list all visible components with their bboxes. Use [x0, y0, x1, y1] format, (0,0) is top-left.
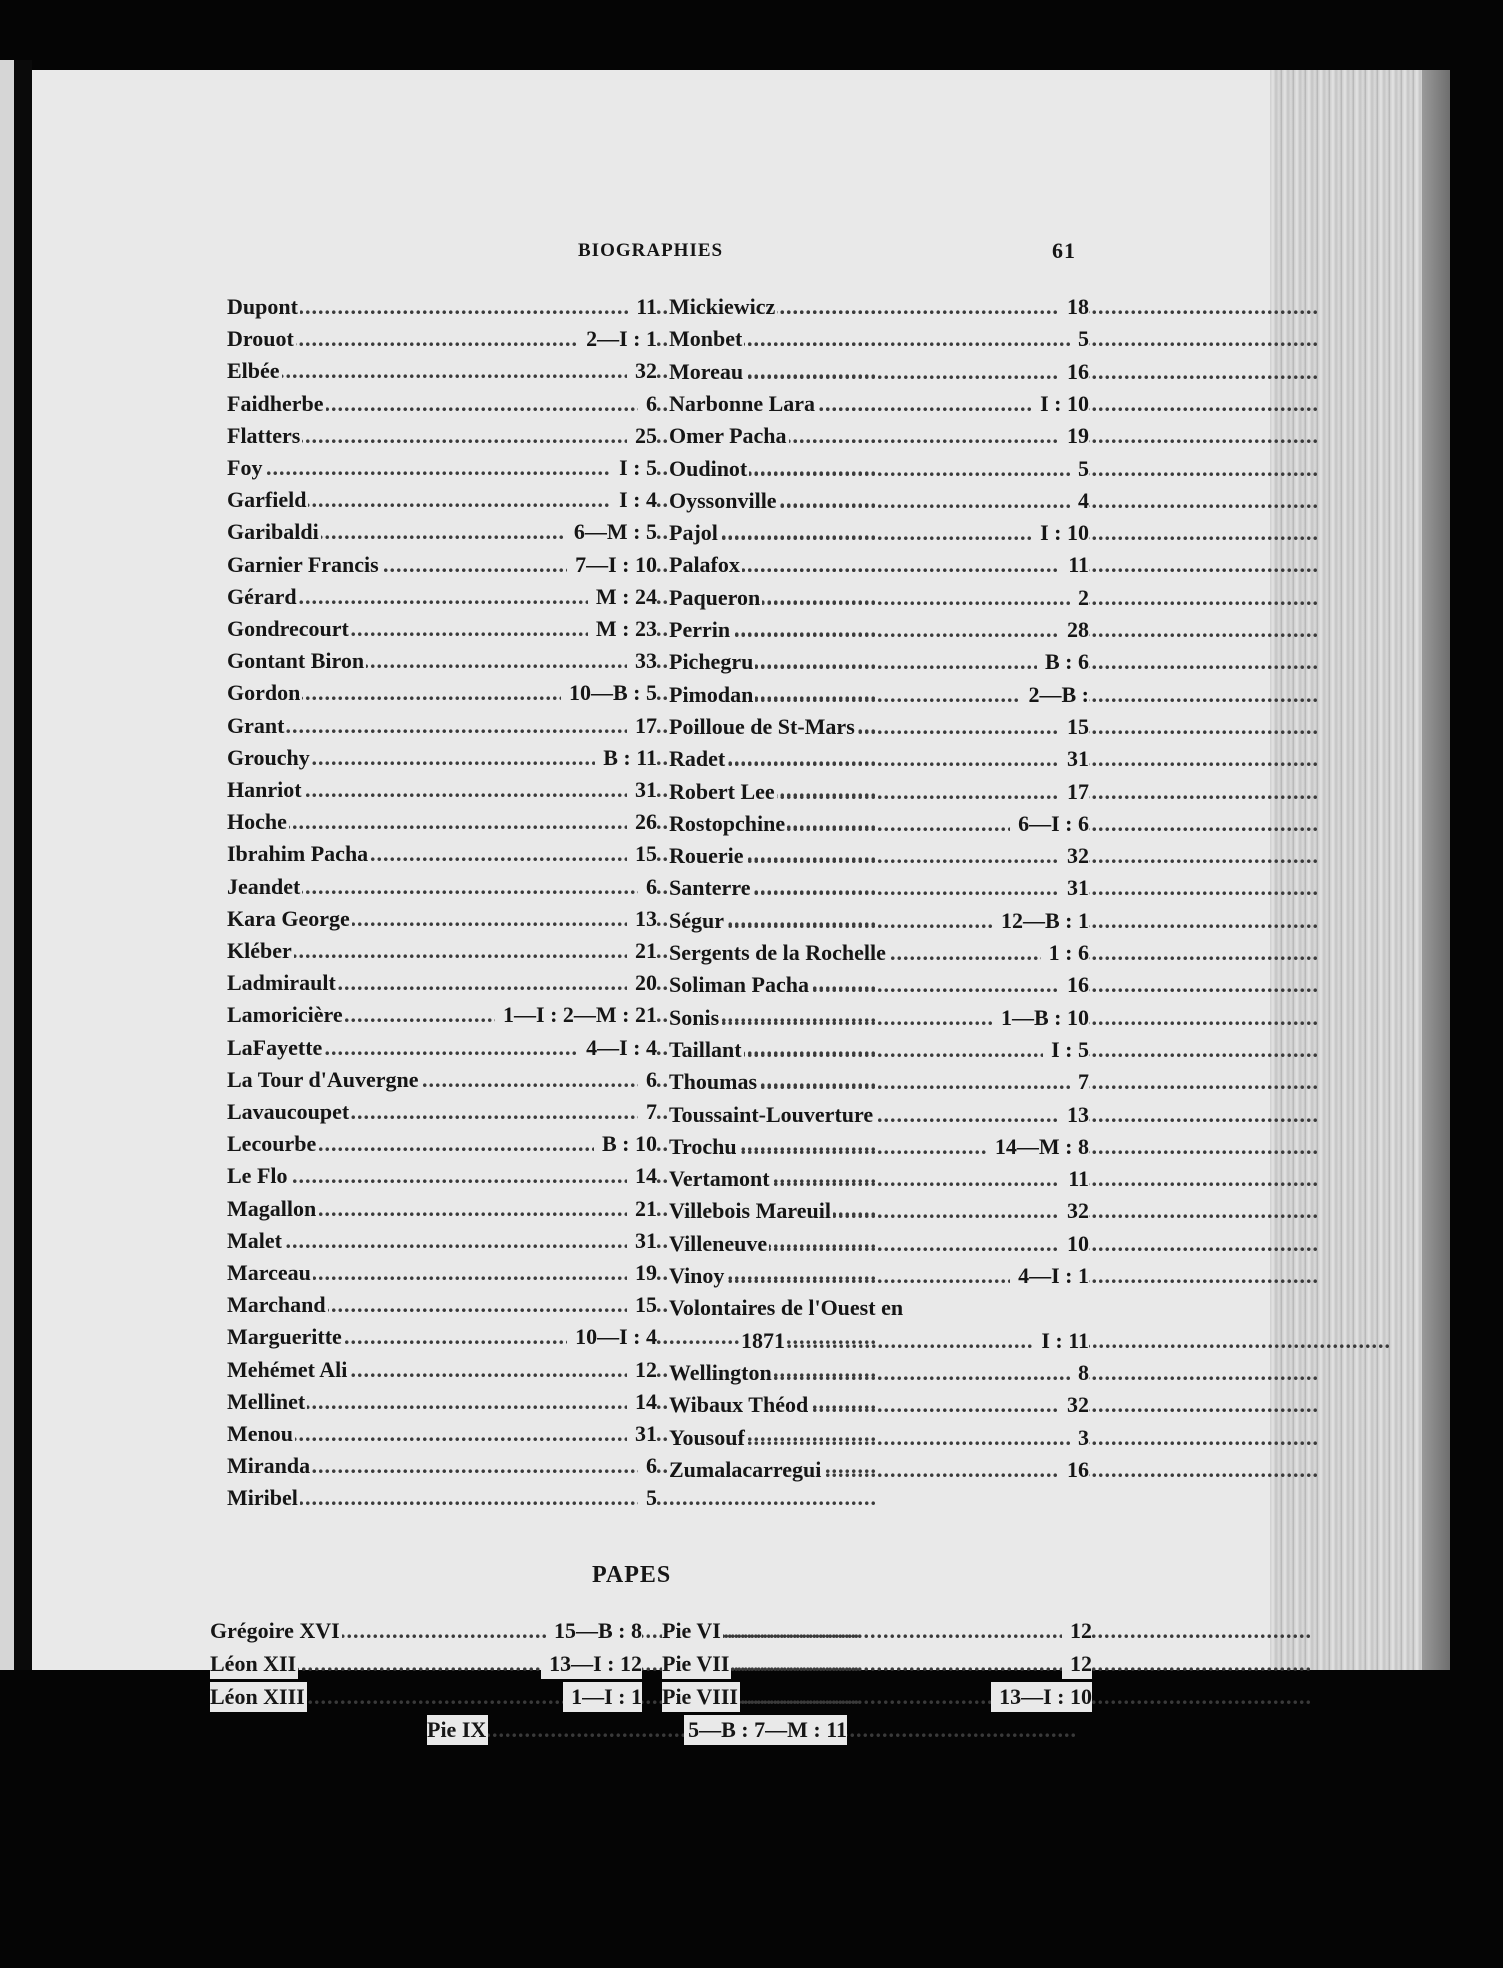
entry-name: Lamoricière: [227, 1000, 345, 1030]
entry-reference: 6: [638, 389, 657, 419]
index-entry: [669, 938, 1089, 968]
entry-reference: 3: [1070, 1423, 1089, 1453]
index-entry: [669, 1164, 1089, 1194]
entry-reference: 26: [627, 807, 657, 837]
entry-name: Faidherbe: [227, 389, 326, 419]
entry-name: Hoche: [227, 807, 289, 837]
entry-reference: 4—I : 1: [1010, 1261, 1089, 1291]
entry-reference: 12—B : 1: [993, 906, 1089, 936]
entry-name: 1871: [741, 1326, 787, 1356]
entry-reference: 12: [1062, 1616, 1092, 1646]
leader-dots: [669, 744, 1089, 774]
entry-name: Hanriot: [227, 775, 304, 805]
index-entry: [227, 1419, 657, 1449]
index-entry: [669, 712, 1089, 742]
index-entry: [669, 1261, 1089, 1291]
index-entry: [227, 711, 657, 741]
entry-reference: M : 23: [588, 614, 657, 644]
entry-reference: 5: [1070, 454, 1089, 484]
entry-name: Dupont: [227, 292, 300, 322]
index-entry: [662, 1649, 1092, 1679]
entry-name: Jeandet: [227, 872, 302, 902]
index-entry: [662, 1616, 1092, 1646]
index-entry: [227, 1194, 657, 1224]
entry-reference: 31: [627, 775, 657, 805]
index-entry: [227, 1000, 657, 1030]
entry-name: Ladmirault: [227, 968, 338, 998]
entry-reference: 7—I : 10: [567, 550, 657, 580]
index-entry: [227, 807, 657, 837]
index-entry: [669, 324, 1089, 354]
entry-reference: B : 6: [1037, 647, 1089, 677]
entry-reference: 10—I : 4: [567, 1322, 657, 1352]
index-entry: [669, 1100, 1089, 1130]
entry-name: Volontaires de l'Ouest en: [669, 1293, 905, 1323]
index-entry: [227, 1161, 657, 1191]
entry-name: Wibaux Théod: [669, 1390, 810, 1420]
entry-reference: 6: [638, 1451, 657, 1481]
page-fore-edge-shadow: [1422, 70, 1450, 1670]
index-entry: [669, 1455, 1089, 1485]
entry-reference: 17: [1059, 777, 1089, 807]
index-entry: [669, 1196, 1089, 1226]
index-entry: [227, 292, 657, 322]
entry-name: Rostopchine: [669, 809, 787, 839]
entry-name: Mickiewicz: [669, 292, 777, 322]
index-entry: [669, 809, 1089, 839]
entry-name: Wellington: [669, 1358, 774, 1388]
entry-name: Mehémet Ali: [227, 1355, 349, 1385]
entry-reference: 13—I : 10: [991, 1682, 1092, 1712]
index-entry: [669, 1035, 1089, 1065]
entry-name: Vinoy: [669, 1261, 726, 1291]
scan-gutter: [14, 60, 32, 1670]
index-entry: [669, 744, 1089, 774]
index-entry: [669, 906, 1089, 936]
entry-name: Léon XIII: [210, 1682, 307, 1712]
entry-name: Pie IX: [427, 1715, 488, 1745]
entry-name: Gordon: [227, 678, 302, 708]
entry-name: Miranda: [227, 1451, 312, 1481]
entry-reference: 33: [627, 646, 657, 676]
entry-name: Palafox: [669, 550, 742, 580]
index-entry: [227, 936, 657, 966]
index-entry: [227, 968, 657, 998]
index-entry: [227, 904, 657, 934]
entry-reference: 1 : 6: [1041, 938, 1089, 968]
entry-reference: 31: [1059, 744, 1089, 774]
entry-name: Oyssonville: [669, 486, 779, 516]
entry-reference: 16: [1059, 1455, 1089, 1485]
index-entry: [227, 485, 657, 515]
entry-reference: 5—B : 7—M : 11: [684, 1715, 847, 1745]
leader-dots: [227, 453, 657, 483]
entry-reference: B : 10: [594, 1129, 657, 1159]
entry-name: Lavaucoupet: [227, 1097, 351, 1127]
entry-reference: 21: [627, 936, 657, 966]
entry-reference: 20: [627, 968, 657, 998]
scan-left-edge: [0, 60, 14, 1670]
index-entry: [227, 1483, 657, 1513]
leader-dots: [227, 1226, 657, 1256]
entry-reference: 1—I : 2—M : 21: [495, 1000, 657, 1030]
index-entry: [227, 453, 657, 483]
entry-reference: 25: [627, 421, 657, 451]
entry-reference: 12: [627, 1355, 657, 1385]
leader-dots: [662, 1616, 1092, 1646]
index-entry: [227, 872, 657, 902]
index-entry: [669, 1390, 1089, 1420]
entry-name: Vertamont: [669, 1164, 772, 1194]
index-entry: [669, 1132, 1089, 1162]
leader-dots: [227, 807, 657, 837]
entry-reference: 15: [627, 839, 657, 869]
index-entry: [227, 839, 657, 869]
entry-reference: 31: [627, 1226, 657, 1256]
entry-name: Pichegru: [669, 647, 755, 677]
entry-reference: 7: [638, 1097, 657, 1127]
index-entry: [741, 1326, 1089, 1356]
entry-reference: 2—B :: [1021, 680, 1090, 710]
entry-reference: 21: [627, 1194, 657, 1224]
index-entry: [669, 550, 1089, 580]
entry-reference: 32: [1059, 841, 1089, 871]
index-entry: [210, 1649, 642, 1679]
entry-name: Pie VI: [662, 1616, 723, 1646]
entry-name: Radet: [669, 744, 727, 774]
entry-reference: M : 24: [588, 582, 657, 612]
entry-name: Léon XII: [210, 1649, 298, 1679]
index-entry: [227, 1451, 657, 1481]
entry-reference: 13—I : 12: [541, 1649, 642, 1679]
entry-reference: 5: [1070, 324, 1089, 354]
entry-name: Poilloue de St-Mars: [669, 712, 857, 742]
entry-name: Le Flo: [227, 1161, 290, 1191]
entry-name: Paqueron: [669, 583, 762, 613]
entry-reference: 15—B : 8: [546, 1616, 642, 1646]
entry-name: Rouerie: [669, 841, 746, 871]
entry-name: Marchand: [227, 1290, 328, 1320]
index-entry: [227, 614, 657, 644]
entry-reference: 13: [1059, 1100, 1089, 1130]
entry-name: Oudinot: [669, 454, 749, 484]
index-entry: [227, 1387, 657, 1417]
papes-title: PAPES: [592, 1562, 672, 1588]
entry-name: Pie VII: [662, 1649, 731, 1679]
index-entry: [227, 775, 657, 805]
page-number: 61: [1052, 238, 1076, 263]
entry-name: Miribel: [227, 1483, 300, 1513]
index-entry: [669, 389, 1089, 419]
entry-reference: 16: [1059, 357, 1089, 387]
entry-name: Pajol: [669, 518, 720, 548]
leader-dots: [227, 1161, 657, 1191]
entry-name: Lecourbe: [227, 1129, 318, 1159]
index-entry: [669, 873, 1089, 903]
entry-reference: 14: [627, 1161, 657, 1191]
entry-name: Villebois Mareuil: [669, 1196, 833, 1226]
entry-name: Magallon: [227, 1194, 318, 1224]
entry-reference: 11: [1060, 1164, 1089, 1194]
entry-reference: 2—I : 1: [578, 324, 657, 354]
entry-name: Gondrecourt: [227, 614, 351, 644]
index-entry: [227, 1129, 657, 1159]
entry-name: Ségur: [669, 906, 726, 936]
entry-reference: 10: [1059, 1229, 1089, 1259]
entry-name: Gérard: [227, 582, 299, 612]
index-entry: [669, 680, 1089, 710]
entry-name: Toussaint-Louverture: [669, 1100, 875, 1130]
entry-reference: 15: [627, 1290, 657, 1320]
entry-name: Grant: [227, 711, 286, 741]
entry-name: Narbonne Lara: [669, 389, 817, 419]
entry-name: Mellinet: [227, 1387, 307, 1417]
index-entry: [227, 743, 657, 773]
entry-reference: 6—M : 5: [566, 517, 657, 547]
entry-reference: 14—M : 8: [987, 1132, 1089, 1162]
entry-reference: 7: [1070, 1067, 1089, 1097]
leader-dots: [669, 518, 1089, 548]
entry-reference: 32: [627, 356, 657, 386]
entry-name: Menou: [227, 1419, 295, 1449]
entry-reference: 8: [1070, 1358, 1089, 1388]
index-entry: [227, 324, 657, 354]
entry-reference: 5: [638, 1483, 657, 1513]
entry-reference: 16: [1059, 970, 1089, 1000]
index-entry: [669, 292, 1089, 322]
entry-name: Taillant: [669, 1035, 744, 1065]
index-entry: [210, 1616, 642, 1646]
running-header: BIOGRAPHIES: [578, 240, 724, 261]
index-entry: [669, 486, 1089, 516]
index-entry: [227, 1226, 657, 1256]
entry-reference: 15: [1059, 712, 1089, 742]
entry-name: Zumalacarregui: [669, 1455, 823, 1485]
index-entry: [669, 1003, 1089, 1033]
index-entry: [669, 454, 1089, 484]
entry-name: Drouot: [227, 324, 296, 354]
index-entry: [227, 1097, 657, 1127]
entry-name: Garfield: [227, 485, 308, 515]
index-entry: [227, 1355, 657, 1385]
entry-reference: 6—I : 6: [1010, 809, 1089, 839]
entry-reference: 12: [1062, 1649, 1092, 1679]
entry-reference: 2: [1070, 583, 1089, 613]
entry-reference: 6: [638, 872, 657, 902]
index-entry: [669, 841, 1089, 871]
entry-name: Monbet: [669, 324, 744, 354]
entry-reference: 31: [1059, 873, 1089, 903]
entry-reference: 13: [627, 904, 657, 934]
entry-name: Kléber: [227, 936, 294, 966]
index-entry: [227, 1290, 657, 1320]
entry-reference: 1—I : 1: [563, 1682, 642, 1712]
entry-name: Thoumas: [669, 1067, 759, 1097]
index-entry: [669, 421, 1089, 451]
leader-dots: [227, 356, 657, 386]
entry-name: Marceau: [227, 1258, 313, 1288]
entry-name: Foy: [227, 453, 264, 483]
leader-dots: [227, 711, 657, 741]
entry-reference: 19: [627, 1258, 657, 1288]
index-entry: [669, 615, 1089, 645]
entry-reference: 28: [1059, 615, 1089, 645]
entry-name: La Tour d'Auvergne: [227, 1065, 421, 1095]
entry-name: Villeneuve: [669, 1229, 769, 1259]
entry-reference: I : 5: [611, 453, 657, 483]
entry-reference: 1—B : 10: [993, 1003, 1089, 1033]
entry-reference: 11: [1060, 550, 1089, 580]
entry-name: Flatters: [227, 421, 302, 451]
index-entry: [227, 1322, 657, 1352]
index-entry: [227, 582, 657, 612]
entry-name: Margueritte: [227, 1322, 344, 1352]
entry-name: Pimodan: [669, 680, 755, 710]
entry-name: Pie VIII: [662, 1682, 740, 1712]
index-entry: [227, 550, 657, 580]
index-entry: [669, 970, 1089, 1000]
entry-reference: 17: [627, 711, 657, 741]
index-entry: [669, 1229, 1089, 1259]
entry-name: Sergents de la Rochelle: [669, 938, 888, 968]
index-entry: [662, 1682, 1092, 1712]
entry-reference: 19: [1059, 421, 1089, 451]
index-entry: [227, 517, 657, 547]
entry-name: Ibrahim Pacha: [227, 839, 370, 869]
entry-name: Soliman Pacha: [669, 970, 811, 1000]
entry-name: Omer Pacha: [669, 421, 789, 451]
index-entry-pie-ix: [427, 1715, 847, 1745]
entry-name: LaFayette: [227, 1033, 324, 1063]
index-entry: [227, 356, 657, 386]
book-page: [32, 70, 1450, 1742]
index-entry: [669, 647, 1089, 677]
entry-reference: 32: [1059, 1196, 1089, 1226]
entry-reference: 18: [1059, 292, 1089, 322]
entry-name: Moreau: [669, 357, 745, 387]
index-entry: [669, 518, 1089, 548]
entry-name: Trochu: [669, 1132, 739, 1162]
index-entry: [669, 777, 1089, 807]
index-entry: [227, 421, 657, 451]
entry-name: Yousouf: [669, 1423, 747, 1453]
entry-reference: I : 5: [1043, 1035, 1089, 1065]
entry-name: Sonis: [669, 1003, 721, 1033]
index-entry: [210, 1682, 642, 1712]
index-entry: [669, 357, 1089, 387]
index-entry: [669, 583, 1089, 613]
index-entry: [227, 1258, 657, 1288]
entry-name: Santerre: [669, 873, 752, 903]
entry-reference: I : 11: [1033, 1326, 1089, 1356]
entry-reference: 10—B : 5: [561, 678, 657, 708]
index-entry: [227, 678, 657, 708]
index-entry: [669, 1358, 1089, 1388]
entry-name: Perrin: [669, 615, 732, 645]
entry-name: Garibaldi: [227, 517, 321, 547]
index-entry: [669, 1067, 1089, 1097]
entry-reference: 4—I : 4: [578, 1033, 657, 1063]
entry-reference: 6: [638, 1065, 657, 1095]
entry-reference: I : 10: [1032, 389, 1089, 419]
entry-name: Elbée: [227, 356, 282, 386]
entry-name: Grouchy: [227, 743, 312, 773]
entry-reference: I : 4: [611, 485, 657, 515]
entry-name: Grégoire XVI: [210, 1616, 342, 1646]
index-entry: [669, 1423, 1089, 1453]
index-entry: [227, 389, 657, 419]
entry-name: Garnier Francis: [227, 550, 381, 580]
entry-reference: 32: [1059, 1390, 1089, 1420]
entry-reference: 14: [627, 1387, 657, 1417]
index-entry: [227, 1065, 657, 1095]
entry-name: Robert Lee: [669, 777, 777, 807]
entry-reference: 31: [627, 1419, 657, 1449]
entry-name: Gontant Biron: [227, 646, 366, 676]
entry-reference: 11: [628, 292, 657, 322]
entry-reference: I : 10: [1032, 518, 1089, 548]
index-entry: [227, 1033, 657, 1063]
index-entry: [669, 1293, 1089, 1323]
entry-reference: 4: [1070, 486, 1089, 516]
entry-name: Kara George: [227, 904, 352, 934]
entry-reference: B : 11: [595, 743, 657, 773]
entry-name: Malet: [227, 1226, 284, 1256]
index-entry: [227, 646, 657, 676]
